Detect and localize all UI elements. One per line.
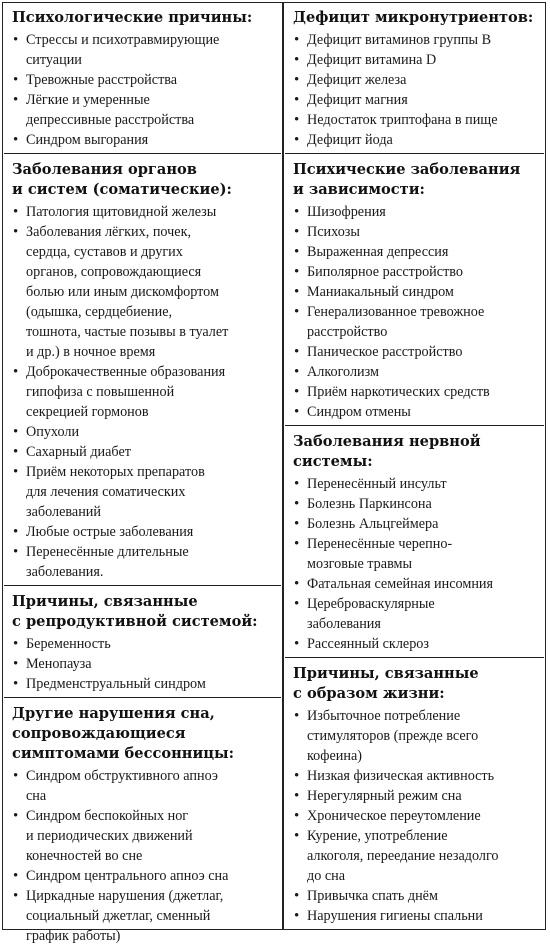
list-item: • Болезнь Паркинсона [293,494,538,514]
section-nervous-system [285,425,544,657]
section-other-sleep-disorders [4,697,281,949]
list-item: • Синдром обструктивного апноэ сна [12,766,275,806]
column-divider [282,2,284,930]
section-psychological [4,2,281,153]
list-item: • Приём наркотических средств [293,382,538,402]
item-list [12,634,275,694]
section-title: Заболевания нервной системы: [293,433,481,470]
section-title: Дефицит микронутриентов: [293,9,534,26]
list-item: • Алкоголизм [293,362,538,382]
left-column [4,2,281,949]
list-item: • Маниакальный синдром [293,282,538,302]
item-list [293,30,538,150]
list-item: • Нарушения гигиены спальни [293,906,538,926]
section-title: Другие нарушения сна, сопровождающиеся симптомами бессонницы: [12,705,235,762]
list-item: • Болезнь Альцгеймера [293,514,538,534]
section-mental-disorders [285,153,544,425]
list-item: • Беременность [12,634,275,654]
list-item: • Генерализованное тревожное расстройство [293,302,538,342]
list-item: • Дефицит йода [293,130,538,150]
section-somatic [4,153,281,585]
list-item: • Шизофрения [293,202,538,222]
list-item: • Низкая физическая активность [293,766,538,786]
list-item: • Предменструальный синдром [12,674,275,694]
section-title: Психические заболевания и зависимости: [293,161,521,198]
list-item: • Хроническое переутомление [293,806,538,826]
list-item: • Синдром выгорания [12,130,275,150]
list-item: • Циркадные нарушения (джетлаг, социальный джетлаг, сменный график работы) [12,886,275,946]
list-item: • Биполярное расстройство [293,262,538,282]
list-item: • Паническое расстройство [293,342,538,362]
list-item: • Доброкачественные образования гипофиза с повышенной секрецией гормонов [12,362,275,422]
list-item: • Дефицит железа [293,70,538,90]
section-title: Причины, связанные с репродуктивной системой: [12,593,258,630]
list-item: • Лёгкие и умеренные депрессивные расстройства [12,90,275,130]
section-title: Причины, связанные с образом жизни: [293,665,479,702]
list-item: • Нерегулярный режим сна [293,786,538,806]
item-list [12,202,275,582]
list-item: • Синдром беспокойных ног и периодических движений конечностей во сне [12,806,275,866]
list-item: • Дефицит магния [293,90,538,110]
item-list [293,706,538,926]
list-item: • Выраженная депрессия [293,242,538,262]
section-title: Психологические причины: [12,9,253,26]
list-item: • Опухоли [12,422,275,442]
list-item: • Тревожные расстройства [12,70,275,90]
list-item: • Цереброваскулярные заболевания [293,594,538,634]
list-item: • Приём некоторых препаратов для лечения соматических заболеваний [12,462,275,522]
list-item: • Синдром центрального апноэ сна [12,866,275,886]
list-item: • Стрессы и психотравмирующие ситуации [12,30,275,70]
section-title: Заболевания органов и систем (соматические): [12,161,232,198]
list-item: • Психозы [293,222,538,242]
list-item: • Дефицит витаминов группы B [293,30,538,50]
item-list [293,474,538,654]
list-item: • Рассеянный склероз [293,634,538,654]
list-item: • Патология щитовидной железы [12,202,275,222]
list-item: • Перенесённые длительные заболевания. [12,542,275,582]
right-column [285,2,544,929]
item-list [293,202,538,422]
list-item: • Заболевания лёгких, почек, сердца, суставов и других органов, сопровождающиеся болью или иным дискомфортом (одышка, сердцебиение, тошнота, частые позывы в туалет и др.) в ночное время [12,222,275,362]
list-item: • Курение, употребление алкоголя, переедание незадолго до сна [293,826,538,886]
list-item: • Синдром отмены [293,402,538,422]
list-item: • Перенесённый инсульт [293,474,538,494]
list-item: • Фатальная семейная инсомния [293,574,538,594]
list-item: • Перенесённые черепно- мозговые травмы [293,534,538,574]
list-item: • Сахарный диабет [12,442,275,462]
list-item: • Избыточное потребление стимуляторов (прежде всего кофеина) [293,706,538,766]
list-item: • Привычка спать днём [293,886,538,906]
section-micronutrients [285,2,544,153]
list-item: • Дефицит витамина D [293,50,538,70]
section-reproductive [4,585,281,697]
section-lifestyle [285,657,544,929]
list-item: • Менопауза [12,654,275,674]
list-item: • Любые острые заболевания [12,522,275,542]
list-item: • Недостаток триптофана в пище [293,110,538,130]
item-list [12,30,275,150]
item-list [12,766,275,946]
